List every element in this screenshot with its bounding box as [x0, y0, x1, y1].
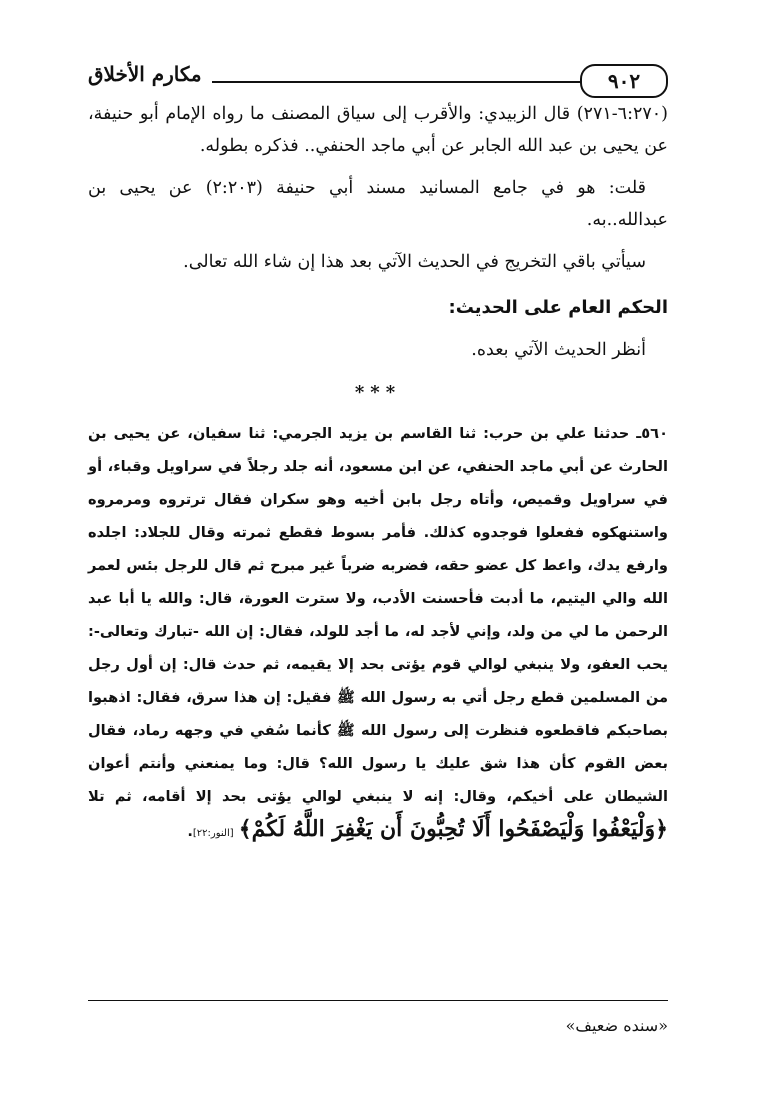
footnote-divider: [88, 1000, 668, 1001]
hadith-block: [88, 417, 668, 850]
page-number: ٩٠٢: [580, 64, 668, 98]
book-title: مكارم الأخلاق: [88, 62, 212, 86]
hadith-end: .: [187, 823, 193, 840]
footnote: «سنده ضعيف»: [565, 1016, 668, 1035]
section-heading: الحكم العام على الحديث:: [448, 297, 668, 318]
quran-reference: [النور:٢٢]: [192, 828, 234, 839]
page-header: [88, 58, 668, 92]
separator-stars: ***: [354, 382, 402, 403]
hadith-number: ٥٦٠: [641, 425, 668, 442]
paragraph-musnad: قلت: هو في جامع المسانيد مسند أبي حنيفة (٢:٢٠٣) عن يحيى بن عبدالله..به.: [88, 178, 668, 230]
quran-verse: ﴿وَلْيَعْفُوا وَلْيَصْفَحُوا أَلَا تُحِبُّونَ أَن يَغْفِرَ اللَّهُ لَكُمْ﴾: [238, 816, 668, 842]
paragraph-see-next: أنظر الحديث الآتي بعده.: [471, 340, 646, 360]
paragraph-zabidi: (٦:٢٧٠-٢٧١) قال الزبيدي: والأقرب إلى سياق المصنف ما رواه الإمام أبو حنيفة، عن يحيى بن عبد الله الجابر عن أبي ماجد الحنفي.. فذكره بطوله.: [88, 104, 668, 156]
paragraph-takhrij-note: سيأتي باقي التخريج في الحديث الآتي بعد هذا إن شاء الله تعالى.: [183, 252, 646, 272]
hadith-text: ـ حدثنا علي بن حرب: ثنا القاسم بن يزيد الجرمي: ثنا سفيان، عن يحيى بن الحارث عن أبي ماجد الحنفي، عن ابن مسعود، أنه جلد رجلاً في سراويل وقباء، أو في سراويل وقميص، وأتاه رجل بابن أخيه وهو سكران فقال ترتروه ومرمروه واستنهكوه ففعلوا فوجدوه كذلك. فأمر بسوط فقطع ثمرته وقال للجلاد: اجلده وارفع يدك، واعط كل عضو حقه، فضربه ضرباً غير مبرح ثم قال للرجل بئس لعمر الله والي اليتيم، ما أدبت فأحسنت الأدب، ولا سترت العورة، قال: والله يا أبا عبد الرحمن ما لي من ولد، وإني لأجد له، ما أجد للولد، فقال: إن الله -تبارك وتعالى-: يحب العفو، ولا ينبغي لوالي قوم يؤتى بحد إلا يقيمه، ثم حدث قال: إن أول رجل من المسلمين قطع رجل أتي به رسول الله ﷺ فقيل: إن هذا سرق، فقال: اذهبوا بصاحبكم فاقطعوه فنظرت إلى رسول الله ﷺ كأنما سُفي في وجهه رماد، فقال بعض القوم كأن هذا شق عليك يا رسول الله؟ قال: وما يمنعني وأنتم أعوان الشيطان على أخيكم، وقال: إنه لا ينبغي لوالي يؤتى بحد إلا أقامه، ثم تلا: [88, 425, 668, 805]
page: [88, 58, 668, 1068]
